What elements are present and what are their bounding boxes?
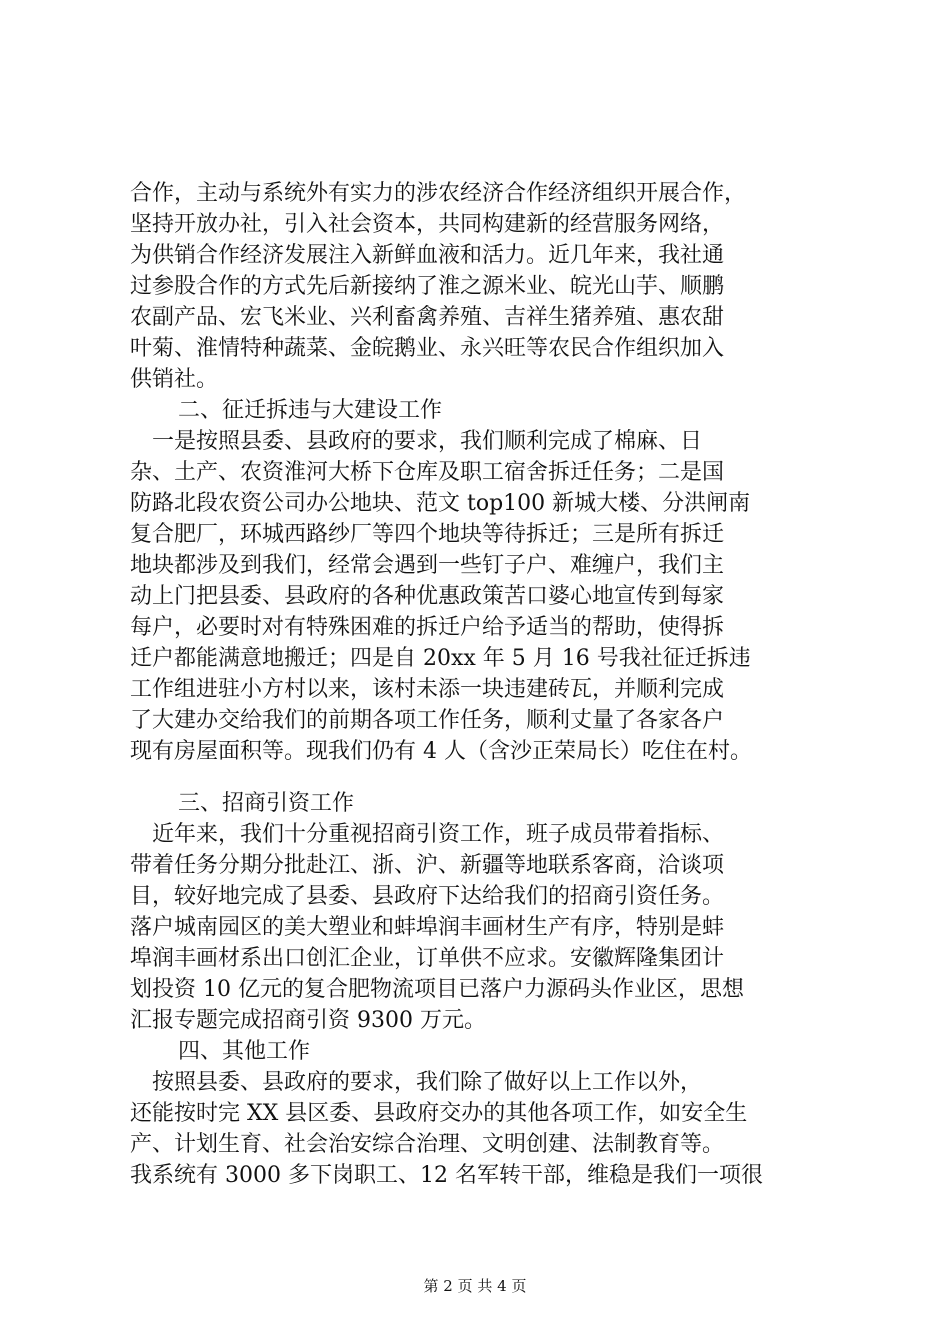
body-line: 工作组进驻小方村以来，该村未添一块违建砖瓦，并顺利完成 [130, 677, 725, 702]
body-line: 复合肥厂，环城西路纱厂等四个地块等待拆迁；三是所有拆迁 [130, 522, 725, 547]
body-line: 每户，必要时对有特殊困难的拆迁户给予适当的帮助，使得拆 [130, 615, 725, 640]
body-line: 带着任务分期分批赴江、浙、沪、新疆等地联系客商，洽谈项 [130, 853, 725, 878]
body-line: 划投资 10 亿元的复合肥物流项目已落户力源码头作业区，思想 [130, 977, 744, 1002]
body-line: 还能按时完 XX 县区委、县政府交办的其他各项工作，如安全生 [130, 1101, 748, 1126]
body-line: 了大建办交给我们的前期各项工作任务，顺利丈量了各家各户 [130, 708, 725, 733]
body-line: 落户城南园区的美大塑业和蚌埠润丰画材生产有序，特别是蚌 [130, 915, 725, 940]
body-line: 地块都涉及到我们，经常会遇到一些钉子户、难缠户，我们主 [130, 553, 725, 578]
body-line: 埠润丰画材系出口创汇企业，订单供不应求。安徽辉隆集团计 [130, 946, 725, 971]
section-heading: 三、招商引资工作 [178, 791, 355, 816]
body-line: 一是按照县委、县政府的要求，我们顺利完成了棉麻、日 [130, 429, 703, 454]
body-line: 近年来，我们十分重视招商引资工作，班子成员带着指标、 [130, 822, 725, 847]
body-line: 防路北段农资公司办公地块、范文 top100 新城大楼、分洪闸南 [130, 491, 751, 516]
body-line: 动上门把县委、县政府的各种优惠政策苦口婆心地宣传到每家 [130, 584, 725, 609]
body-line: 杂、土产、农资淮河大桥下仓库及职工宿舍拆迁任务；二是国 [130, 460, 725, 485]
body-line: 按照县委、县政府的要求，我们除了做好以上工作以外， [130, 1070, 703, 1095]
body-line: 坚持开放办社，引入社会资本，共同构建新的经营服务网络， [130, 212, 725, 237]
body-line: 产、计划生育、社会治安综合治理、文明创建、法制教育等。 [130, 1132, 725, 1157]
page-number-footer: 第 2 页 共 4 页 [423, 1277, 527, 1295]
body-line: 现有房屋面积等。现我们仍有 4 人（含沙正荣局长）吃住在村。 [130, 739, 752, 764]
body-line: 供销社。 [130, 367, 219, 392]
body-line: 汇报专题完成招商引资 9300 万元。 [130, 1008, 486, 1033]
body-line: 农副产品、宏飞米业、兴利畜禽养殖、吉祥生猪养殖、惠农甜 [130, 305, 725, 330]
body-line: 迁户都能满意地搬迁；四是自 20xx 年 5 月 16 号我社征迁拆违 [130, 646, 751, 671]
body-line: 合作，主动与系统外有实力的涉农经济合作经济组织开展合作， [130, 181, 747, 206]
body-line: 我系统有 3000 多下岗职工、12 名军转干部，维稳是我们一项很 [130, 1163, 763, 1188]
body-line: 过参股合作的方式先后新接纳了淮之源米业、皖光山芋、顺鹏 [130, 274, 725, 299]
body-line: 叶菊、淮情特种蔬菜、金皖鹅业、永兴旺等农民合作组织加入 [130, 336, 725, 361]
section-heading: 二、征迁拆违与大建设工作 [178, 398, 443, 423]
section-heading: 四、其他工作 [178, 1039, 311, 1064]
body-line: 目，较好地完成了县委、县政府下达给我们的招商引资任务。 [130, 884, 725, 909]
body-line: 为供销合作经济发展注入新鲜血液和活力。近几年来，我社通 [130, 243, 725, 268]
